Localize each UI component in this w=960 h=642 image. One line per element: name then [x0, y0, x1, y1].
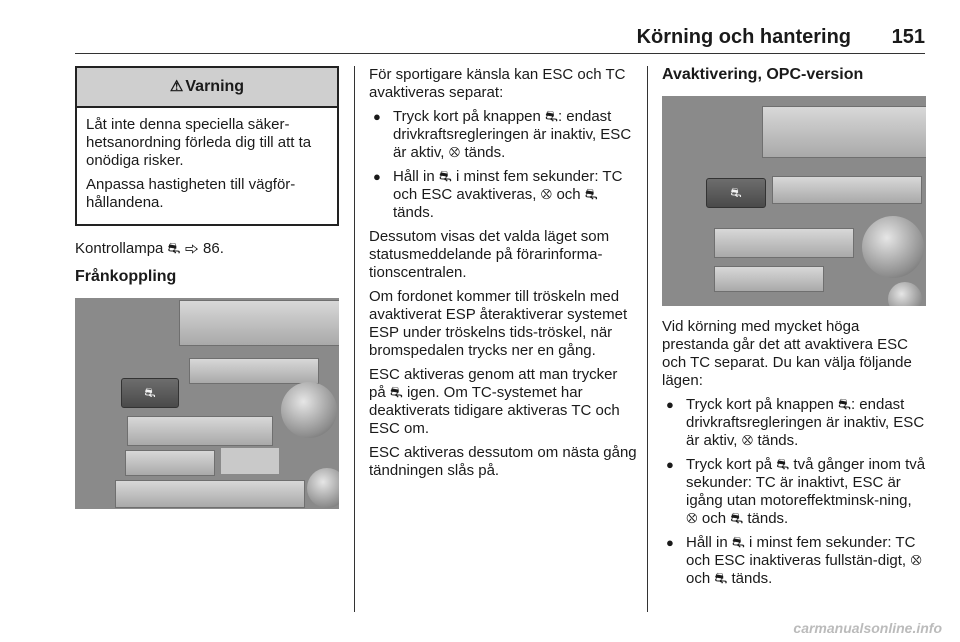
- warning-body: [77, 108, 337, 224]
- page-header: [75, 26, 925, 50]
- dashboard-photo-left: [75, 298, 339, 509]
- column-divider-2: [647, 66, 648, 612]
- esc-button-glyph: ⛐: [730, 185, 742, 200]
- section-title: Körning och hantering: [636, 26, 851, 48]
- warning-paragraph: Anpassa hastigheten till vägför-hållandena.: [86, 176, 296, 211]
- middle-paragraph: Dessutom visas det valda läget som statusmeddelande på förarinforma-tionscentralen.: [369, 228, 610, 281]
- middle-paragraph: ESC aktiveras dessutom om nästa gång tändningen slås på.: [369, 444, 637, 479]
- esc-button-icon: [121, 378, 179, 408]
- middle-intro: För sportigare känsla kan ESC och TC avaktiveras separat:: [369, 66, 626, 101]
- list-item: ● Håll in ⛐ i minst fem sekunder: TC och ESC inaktiveras fullstän-digt, ⛒ och ⛐ tänds.: [662, 534, 926, 588]
- list-item: ● Tryck kort på ⛐ två gånger inom två sekunder: TC är inaktivt, ESC är igång utan motoreffektminsk-ning, ⛒ och ⛐ tänds.: [662, 456, 926, 528]
- middle-bullet-list: [369, 108, 637, 222]
- left-column: [75, 66, 339, 509]
- middle-paragraph: ESC aktiveras genom att man trycker på ⛐ igen. Om TC-systemet har deaktiverats tidigare aktiveras TC och ESC om.: [369, 366, 620, 437]
- column-divider-1: [354, 66, 355, 612]
- right-column: [662, 66, 926, 594]
- header-rule: [75, 53, 925, 54]
- warning-title: Varning: [185, 78, 245, 95]
- section-heading-opc: Avaktivering, OPC-version: [662, 66, 864, 83]
- middle-paragraph: Om fordonet kommer till tröskeln med avaktiverat ESP återaktiverar systemet ESP under tröskelns tids-tröskel, när bromspedalen trycks ner en gång.: [369, 288, 628, 359]
- page-number: 151: [891, 26, 925, 48]
- esc-button-icon-opc: [706, 178, 766, 208]
- warning-triangle-icon: ⚠: [169, 78, 184, 95]
- indicator-reference: Kontrollampa ⛐ ⇨ 86.: [75, 240, 224, 257]
- list-item: ● Tryck kort på knappen ⛐: endast drivkraftsregleringen är inaktiv, ESC är aktiv, ⛒ tänds.: [369, 108, 637, 162]
- esc-button-glyph: ⛐: [144, 385, 156, 400]
- right-intro: Vid körning med mycket höga prestanda går det att avaktivera ESC och TC separat. Du kan välja följande lägen:: [662, 318, 912, 389]
- warning-box: [75, 66, 339, 226]
- warning-header: [77, 68, 337, 108]
- middle-column: [369, 66, 637, 486]
- watermark: carmanualsonline.info: [793, 620, 942, 636]
- right-bullet-list: [662, 396, 926, 588]
- warning-paragraph: Låt inte denna speciella säker-hetsanordning förleda dig till att ta onödiga risker.: [86, 116, 312, 169]
- dashboard-photo-right: [662, 96, 926, 306]
- list-item: ● Håll in ⛐ i minst fem sekunder: TC och ESC avaktiveras, ⛒ och ⛐ tänds.: [369, 168, 637, 222]
- list-item: ● Tryck kort på knappen ⛐: endast drivkraftsregleringen är inaktiv, ESC är aktiv, ⛒ tänds.: [662, 396, 926, 450]
- section-heading-disable: Frånkoppling: [75, 268, 177, 285]
